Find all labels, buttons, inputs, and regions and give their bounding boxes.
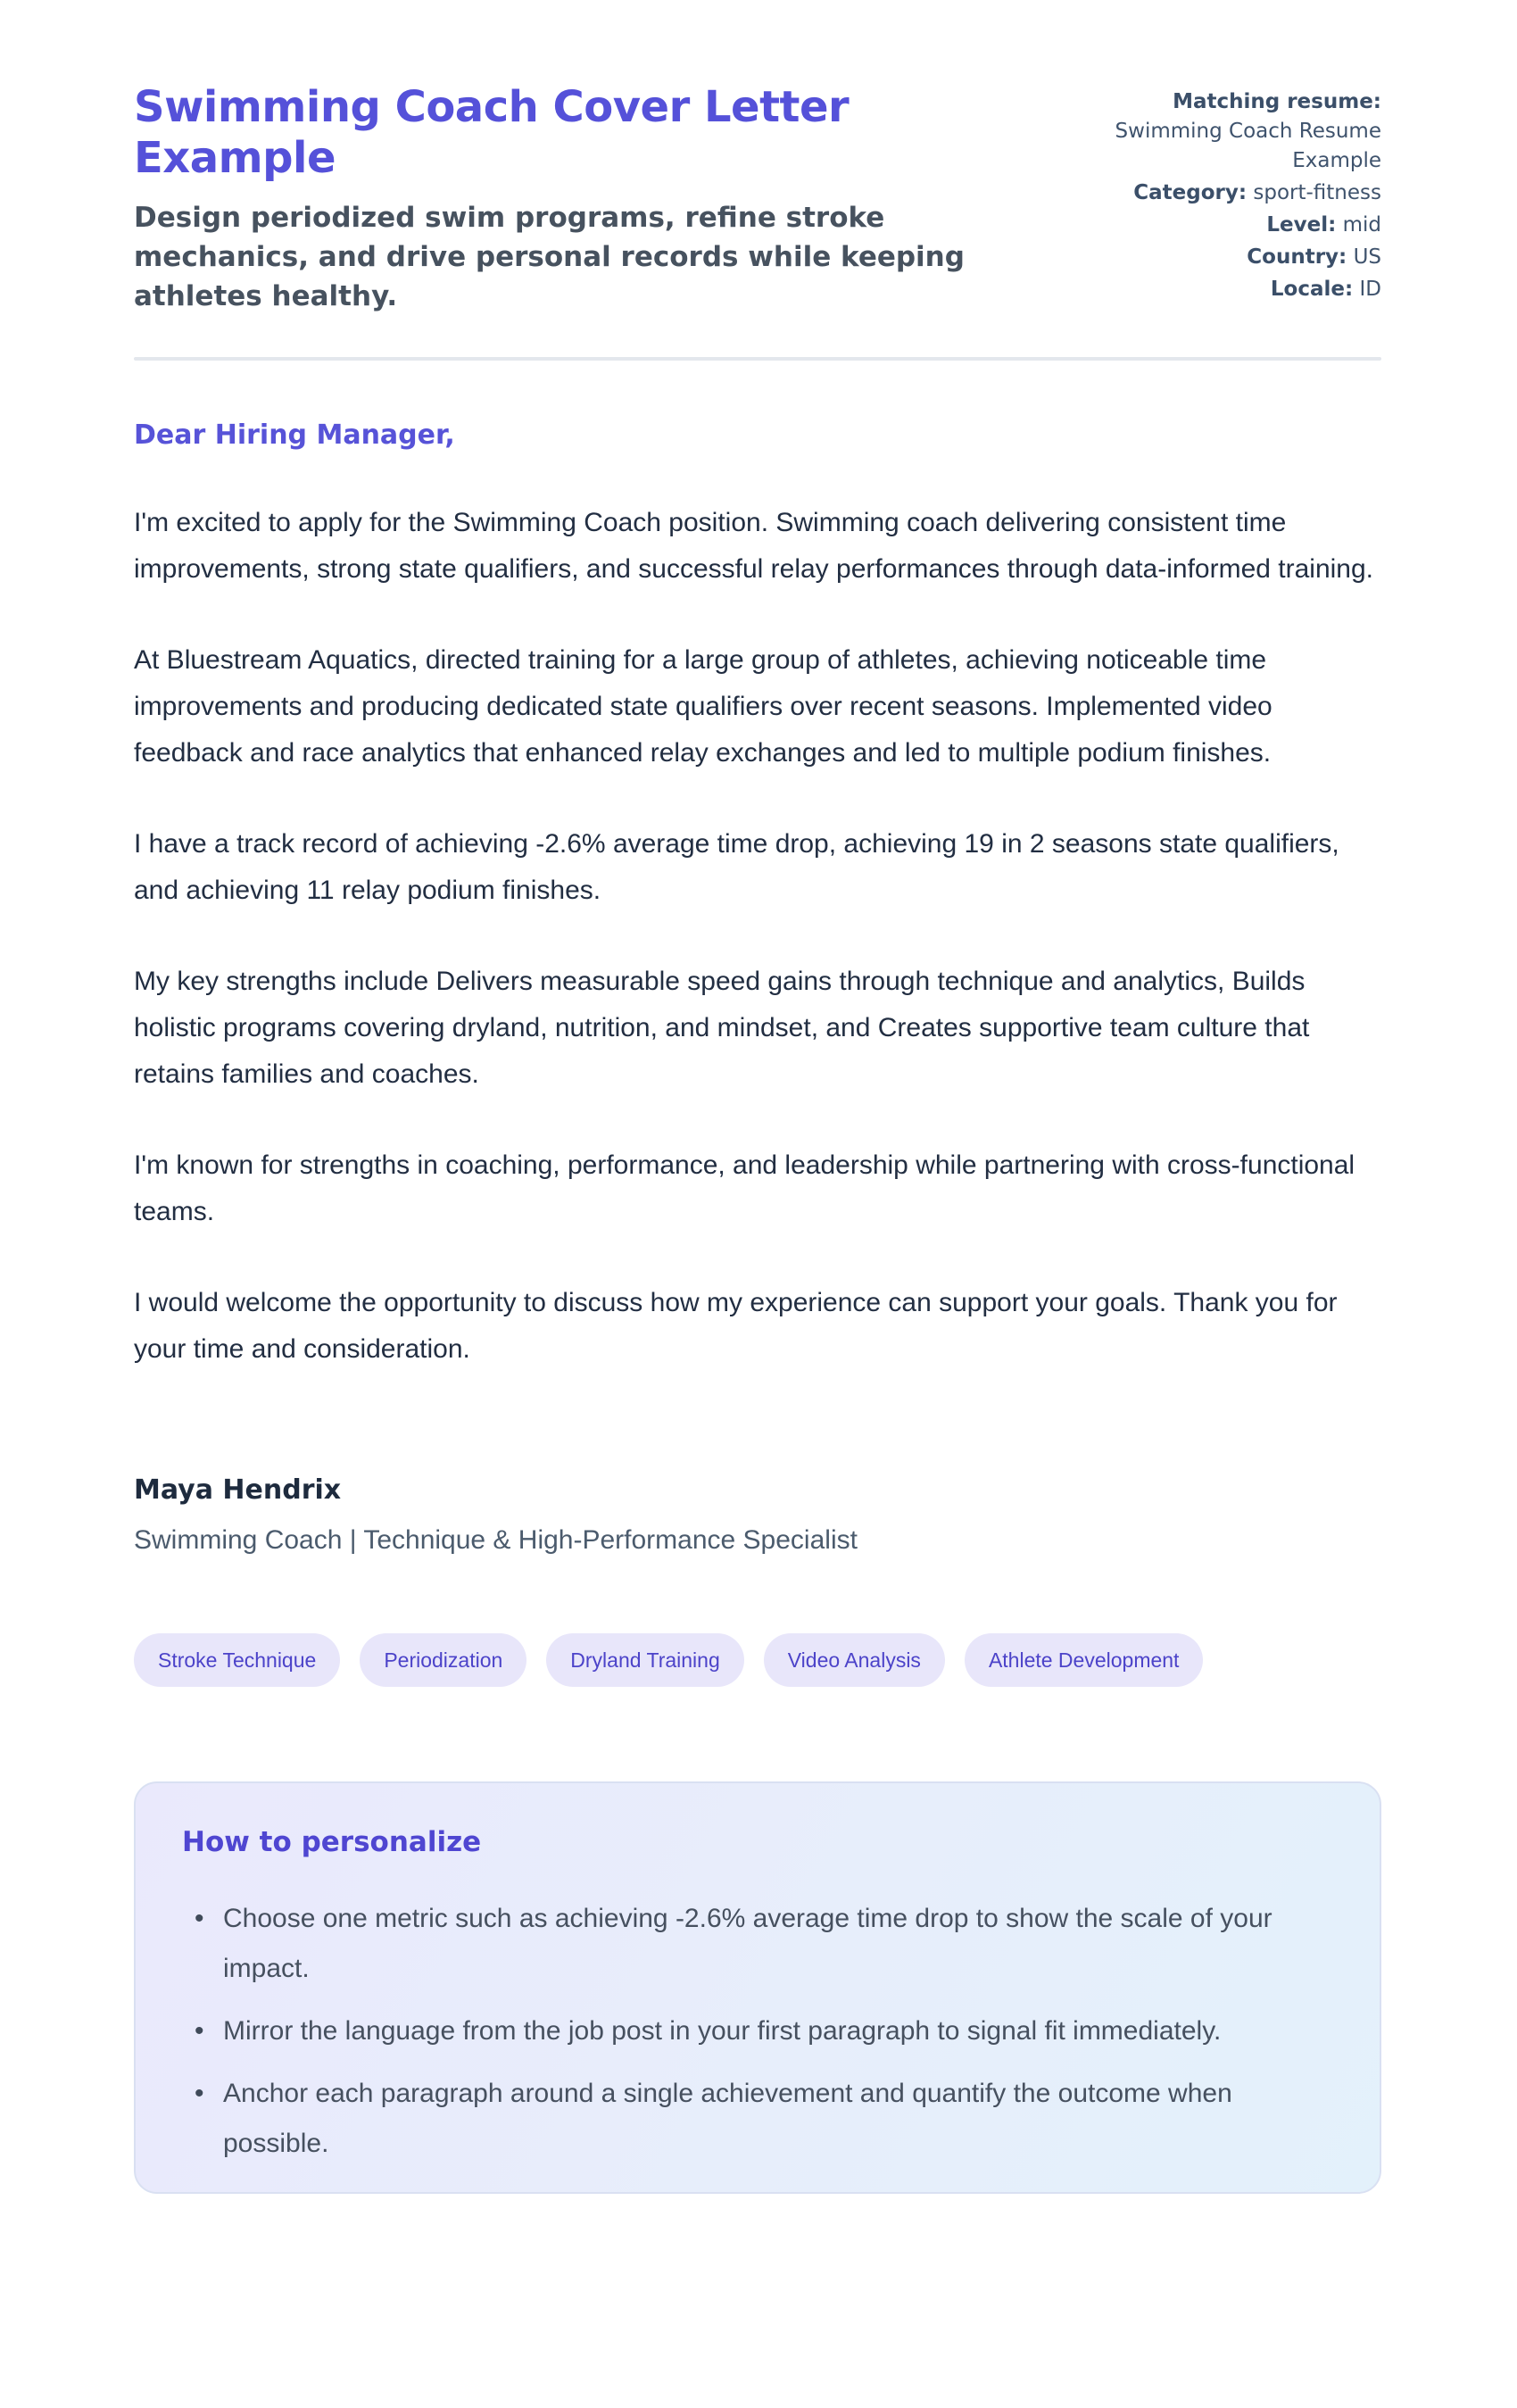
tips-list bbox=[182, 1894, 1333, 2169]
skill-tag: Dryland Training bbox=[546, 1633, 743, 1687]
tip-item: • Mirror the language from the job post in your first paragraph to signal fit immediately. bbox=[182, 2006, 1333, 2056]
meta-level-value: mid bbox=[1342, 213, 1381, 237]
meta-locale bbox=[1082, 275, 1381, 304]
letter-paragraph: I have a track record of achieving -2.6% average time drop, achieving 19 in 2 seasons state qualifiers, and achieving 11 relay podium finishes. bbox=[134, 829, 1339, 905]
meta-category-label: Category: bbox=[1133, 181, 1248, 204]
header-divider bbox=[134, 357, 1381, 361]
meta-country-value: US bbox=[1353, 245, 1381, 269]
letter-paragraph: At Bluestream Aquatics, directed training for a large group of athletes, achieving noticeable time improvements and producing dedicated state qualifiers over recent seasons. Implemented video feedback and race analytics that enhanced relay exchanges and led to multiple podium finishes. bbox=[134, 645, 1272, 768]
tip-item: • Choose one metric such as achieving -2.6% average time drop to show the scale of your impact. bbox=[182, 1894, 1333, 1994]
meta-matching-resume-label: Matching resume: bbox=[1173, 90, 1381, 113]
signature-role: Swimming Coach | Technique & High-Performance Specialist bbox=[134, 1525, 858, 1555]
meta-matching-resume-value: Swimming Coach Resume Example bbox=[1115, 120, 1381, 172]
header-title-block bbox=[134, 82, 982, 316]
meta-locale-label: Locale: bbox=[1270, 278, 1354, 301]
skill-tag: Stroke Technique bbox=[134, 1633, 340, 1687]
letter-paragraph: I'm excited to apply for the Swimming Coach position. Swimming coach delivering consistent time improvements, strong state qualifiers, and successful relay performances through data-informed training. bbox=[134, 508, 1374, 584]
meta-category bbox=[1082, 179, 1381, 208]
meta-matching-resume bbox=[1082, 87, 1381, 176]
signature-block bbox=[134, 1473, 1381, 1558]
tips-heading: How to personalize bbox=[182, 1826, 482, 1858]
page-header bbox=[134, 82, 1381, 316]
skill-tags bbox=[134, 1633, 1381, 1687]
page-subtitle: Design periodized swim programs, refine stroke mechanics, and drive personal records while keeping athletes healthy. bbox=[134, 202, 965, 312]
meta-level-label: Level: bbox=[1266, 213, 1337, 237]
skill-tag: Athlete Development bbox=[965, 1633, 1204, 1687]
skill-tag: Video Analysis bbox=[764, 1633, 945, 1687]
letter-paragraph: My key strengths include Delivers measurable speed gains through technique and analytics, Builds holistic programs covering dryland, nutrition, and mindset, and Creates supportive team culture that retains families and coaches. bbox=[134, 967, 1310, 1089]
meta-category-value: sport-fitness bbox=[1253, 181, 1381, 204]
letter-paragraph: I'm known for strengths in coaching, performance, and leadership while partnering with cross-functional teams. bbox=[134, 1150, 1355, 1226]
personalize-tips-box bbox=[134, 1781, 1381, 2194]
skill-tag: Periodization bbox=[360, 1633, 526, 1687]
meta-country-label: Country: bbox=[1247, 245, 1347, 269]
letter-body bbox=[134, 418, 1381, 1558]
meta-locale-value: ID bbox=[1359, 278, 1381, 301]
signature-name: Maya Hendrix bbox=[134, 1474, 342, 1506]
tip-item: • Anchor each paragraph around a single achievement and quantify the outcome when possible. bbox=[182, 2069, 1333, 2169]
meta-country bbox=[1082, 243, 1381, 272]
meta-level bbox=[1082, 211, 1381, 240]
page-title: Swimming Coach Cover Letter Example bbox=[134, 82, 850, 183]
salutation: Dear Hiring Manager, bbox=[134, 419, 455, 451]
meta-panel bbox=[1082, 82, 1381, 307]
letter-paragraph: I would welcome the opportunity to discuss how my experience can support your goals. Thank you for your time and consideration. bbox=[134, 1288, 1338, 1364]
